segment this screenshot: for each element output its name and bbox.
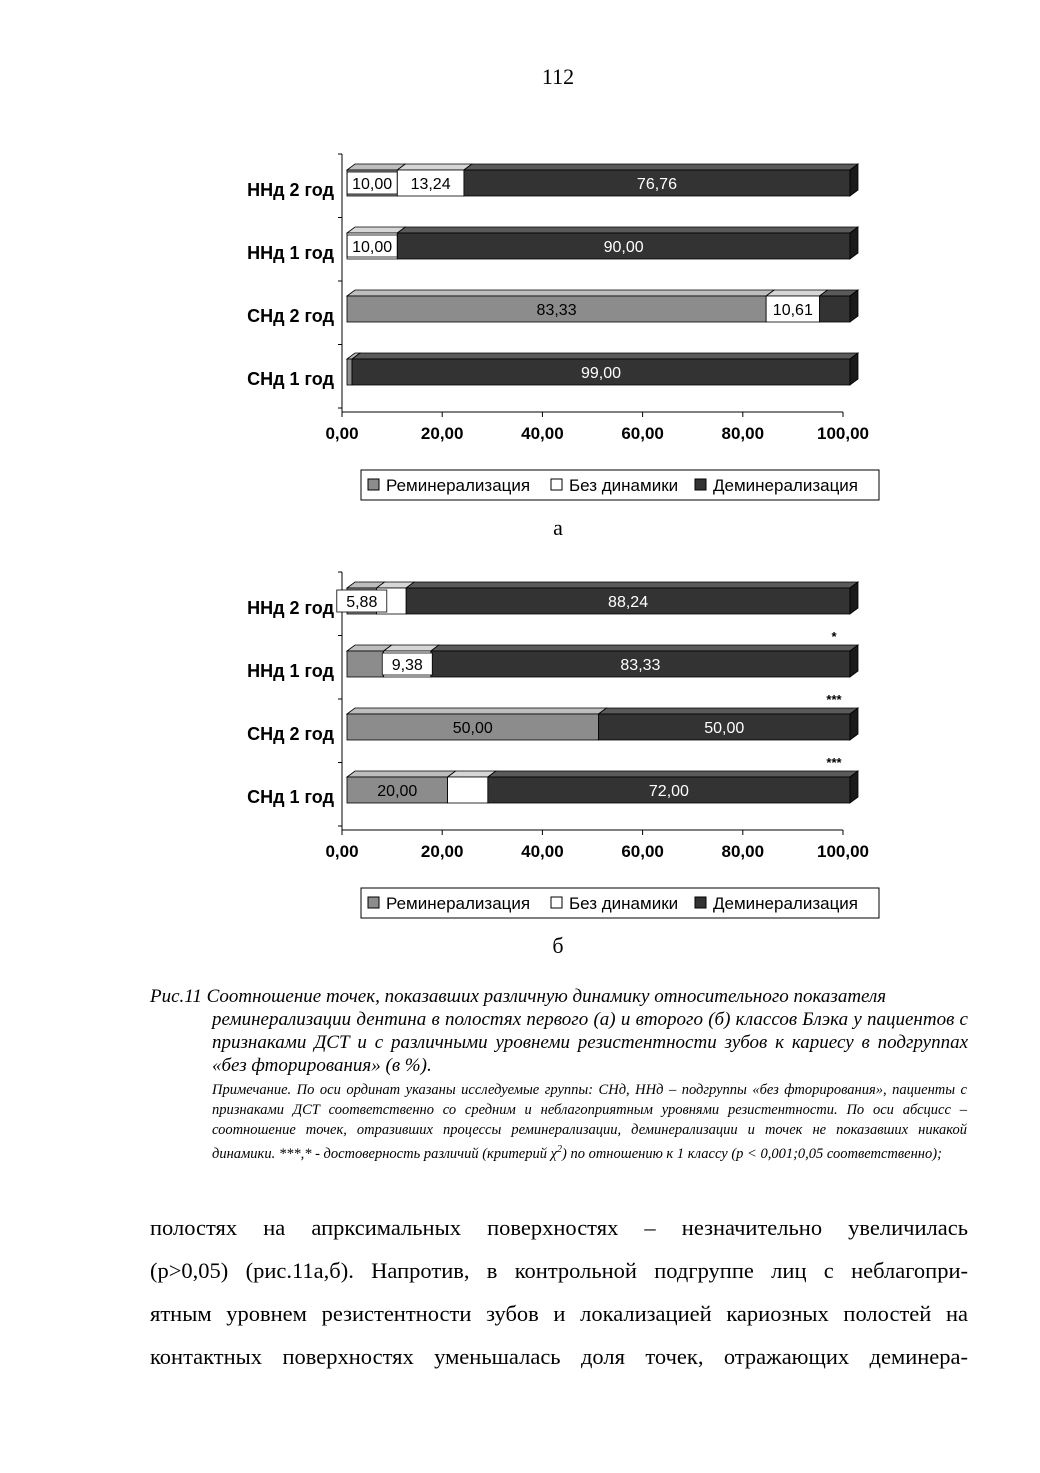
panel-label-b: б	[552, 933, 564, 958]
bar-side	[850, 645, 858, 677]
legend-swatch	[551, 479, 562, 490]
x-tick-label: 60,00	[621, 842, 664, 861]
data-label: 10,00	[352, 176, 393, 193]
legend-item-label: Без динамики	[569, 894, 679, 913]
bar-side	[850, 227, 858, 259]
note-text-after: ) по отношению к 1 классу (р < 0,001;0,05 соответственно);	[562, 1145, 942, 1162]
x-tick-label: 80,00	[721, 424, 765, 443]
category-label: СНд 1 год	[247, 369, 334, 389]
bar-top	[599, 708, 859, 714]
category-label: ННд 1 год	[247, 243, 334, 263]
bar-top	[347, 290, 774, 296]
data-label: 90,00	[603, 239, 644, 256]
bar-top	[431, 645, 858, 651]
x-tick-label: 40,00	[521, 424, 564, 443]
bar-side	[850, 771, 858, 803]
legend-swatch	[368, 479, 379, 490]
legend-item-label: Деминерализация	[713, 476, 859, 495]
note-superscript: 2	[557, 1144, 562, 1155]
body-line: (р>0,05) (рис.11а,б). Напротив, в контрольной подгруппе лиц с неблагопри-	[150, 1258, 968, 1283]
bar-side	[850, 164, 858, 196]
x-tick-label: 60,00	[621, 424, 664, 443]
category-label: СНд 1 год	[247, 787, 334, 807]
x-tick-label: 20,00	[420, 842, 464, 861]
legend-item-label: Реминерализация	[386, 894, 531, 913]
category-label: СНд 2 год	[247, 724, 334, 744]
legend-swatch	[695, 479, 706, 490]
caption-first-line: Рис.11 Соотношение точек, показавших различную динамику относительного показателя	[150, 986, 887, 1007]
bar-side	[850, 582, 858, 614]
legend-item-label: Деминерализация	[713, 894, 859, 913]
body-line: полостях на апрксимальных поверхностях – незначительно увеличилась	[150, 1215, 968, 1240]
data-label: 50,00	[452, 720, 493, 737]
data-label: 13,24	[410, 176, 451, 193]
x-tick-label: 0,00	[325, 842, 359, 861]
bar-top	[384, 645, 439, 651]
body-text	[150, 1206, 968, 1378]
x-tick-label: 80,00	[721, 842, 765, 861]
bar-segment	[448, 777, 488, 803]
x-tick-label: 0,00	[325, 424, 359, 443]
x-tick-label: 100,00	[817, 424, 869, 443]
legend-swatch	[368, 897, 379, 908]
data-label: 83,33	[620, 657, 661, 674]
bar-side	[850, 290, 858, 322]
body-line: контактных поверхностях уменьшалась доля точек, отражающих деминера-	[150, 1344, 968, 1369]
data-label: 83,33	[536, 302, 577, 319]
data-label: 50,00	[704, 720, 745, 737]
bar-side	[850, 708, 858, 740]
bar-top	[488, 771, 858, 777]
data-label: 9,38	[391, 657, 423, 674]
chart-a-svg	[0, 140, 1040, 510]
category-label: ННд 2 год	[247, 180, 334, 200]
category-label: ННд 1 год	[247, 661, 334, 681]
body-line: ятным уровнем резистентности зубов и локализацией кариозных полостей на	[150, 1301, 968, 1326]
note-text-before: Примечание. По оси ординат указаны исследуемые группы: СНд, ННд – подгруппы «без фторирования», пациенты с признаками ДСТ соответственно со средним и неблагоприятным уровнями резистентности. По оси абсцисс – соотношение точек, отразивших процессы реминерализации, деминерализации и точек не показавших никакой динамики. ***,* - достоверность различий (критерий χ	[212, 1082, 967, 1162]
legend-swatch	[551, 897, 562, 908]
data-label: 5,88	[346, 594, 378, 611]
bar-top	[347, 771, 456, 777]
category-label: СНд 2 год	[247, 306, 334, 326]
bar-top	[347, 164, 405, 170]
legend-item-label: Без динамики	[569, 476, 679, 495]
bar-top	[347, 227, 405, 233]
figure-note	[212, 1080, 967, 1164]
bar-segment	[347, 651, 384, 677]
data-label: 76,76	[636, 176, 677, 193]
data-label: 88,24	[608, 594, 649, 611]
bar-top	[352, 353, 858, 359]
caption-rest: реминерализации дентина в полостях первого (а) и второго (б) классов Блэка у пациентов с признаками ДСТ и с различными уровнеми резистентности зубов к кариесу в подгруппах «без фторирования» (в %).	[212, 1009, 968, 1076]
data-label: 72,00	[648, 783, 689, 800]
bar-top	[406, 582, 858, 588]
chart-b	[0, 558, 1040, 928]
bar-segment	[347, 359, 352, 385]
bar-top	[397, 227, 858, 233]
x-tick-label: 20,00	[420, 424, 464, 443]
category-label: ННд 2 год	[247, 598, 334, 618]
page-number: 112	[541, 64, 575, 89]
significance-mark: *	[831, 629, 837, 644]
legend-swatch	[695, 897, 706, 908]
x-tick-label: 40,00	[521, 842, 564, 861]
bar-top	[766, 290, 827, 296]
panel-label-a: а	[553, 515, 563, 540]
bar-side	[850, 353, 858, 385]
x-tick-label: 100,00	[817, 842, 869, 861]
significance-mark: ***	[826, 755, 842, 770]
legend-item-label: Реминерализация	[386, 476, 531, 495]
data-label: 10,61	[772, 302, 813, 319]
chart-b-svg	[0, 558, 1040, 928]
significance-mark: ***	[826, 692, 842, 707]
bar-top	[397, 164, 472, 170]
chart-a	[0, 140, 1040, 510]
data-label: 99,00	[580, 365, 622, 382]
figure-caption	[150, 985, 968, 1077]
bar-segment	[820, 296, 850, 322]
data-label: 20,00	[377, 783, 418, 800]
data-label: 10,00	[352, 239, 393, 256]
bar-top	[464, 164, 858, 170]
bar-top	[347, 708, 607, 714]
